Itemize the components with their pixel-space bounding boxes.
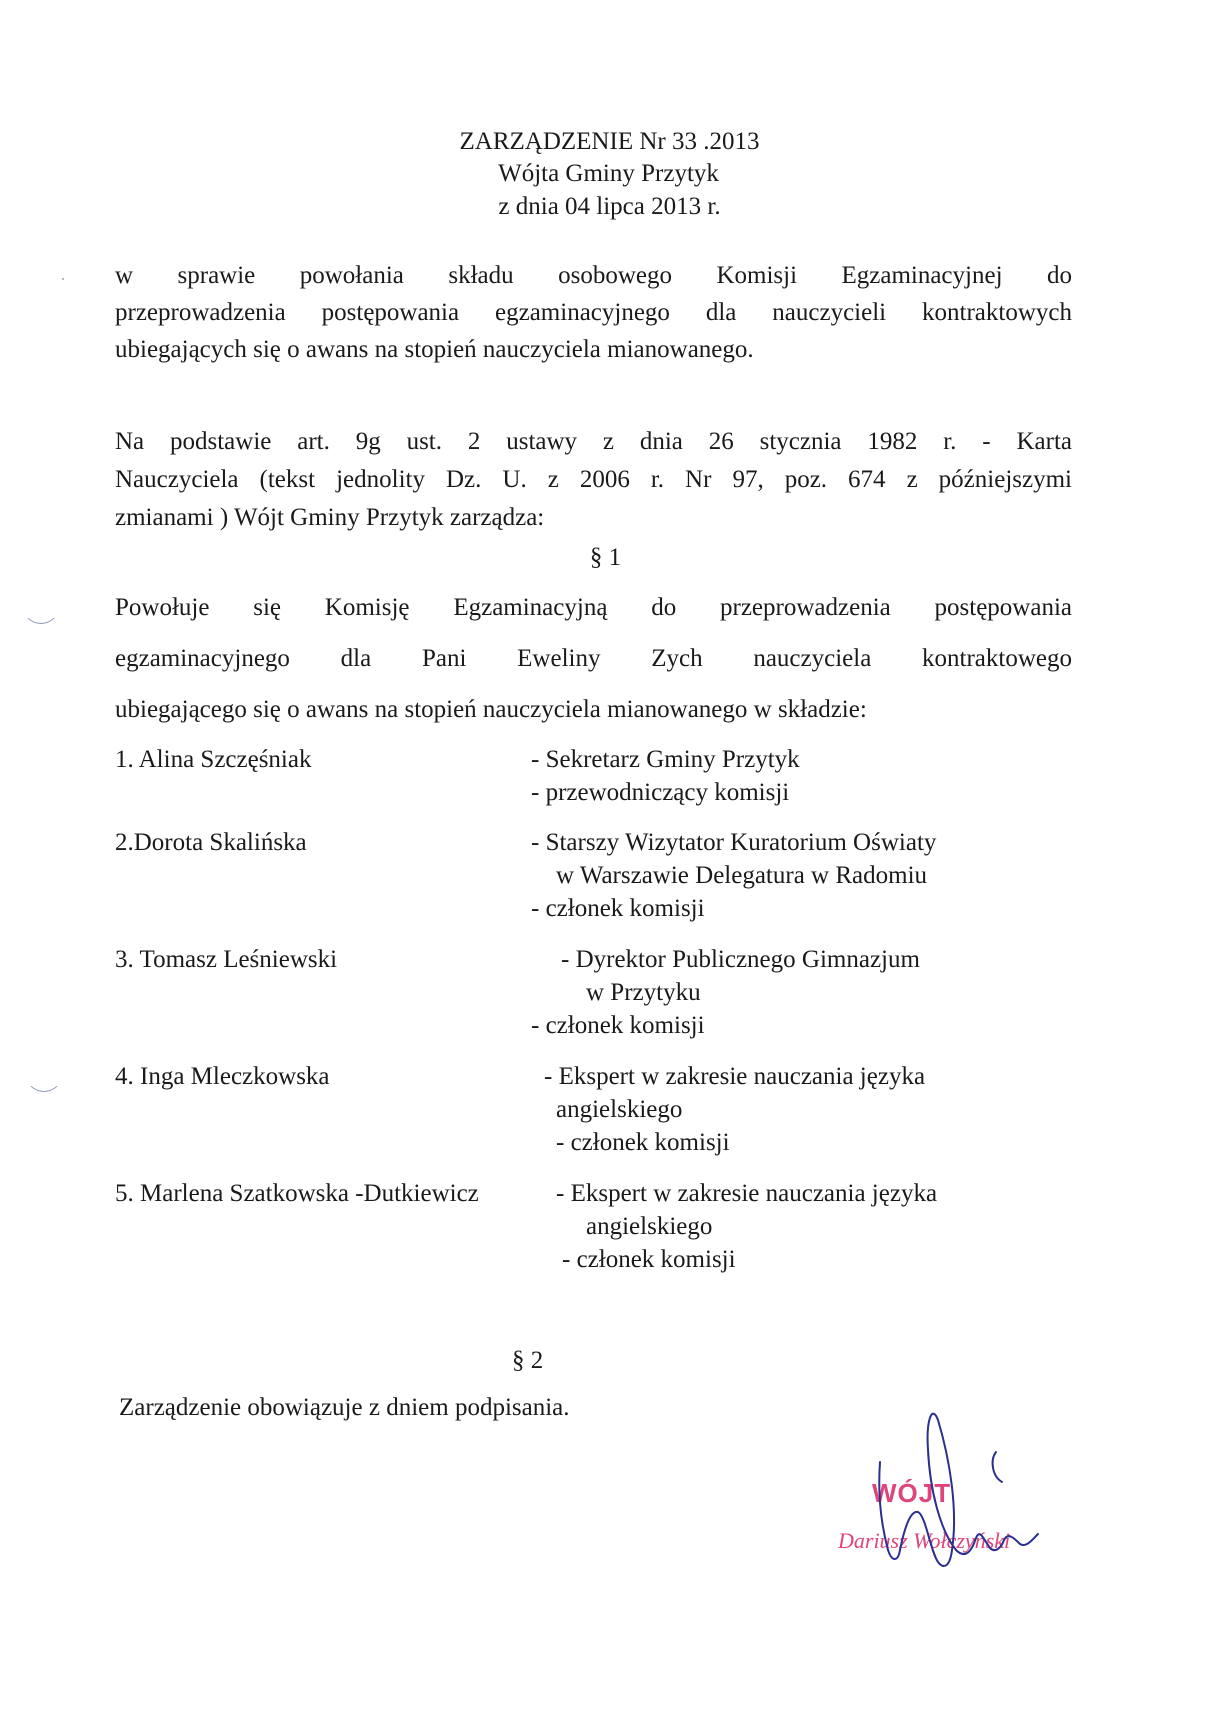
- section-2-heading: § 2: [512, 1347, 544, 1374]
- member-1-role-2: - przewodniczący komisji: [531, 779, 790, 806]
- legal-basis-line-3: zmianami ) Wójt Gminy Przytyk zarządza:: [115, 504, 545, 531]
- document-issuer: Wójta Gminy Przytyk: [498, 160, 719, 187]
- section-1-heading: § 1: [589, 544, 622, 571]
- member-4-role-3: - członek komisji: [556, 1129, 730, 1156]
- document-date: z dnia 04 lipca 2013 r.: [498, 193, 721, 220]
- member-2-name: 2.Dorota Skalińska: [115, 829, 307, 856]
- member-3-name: 3. Tomasz Leśniewski: [115, 946, 338, 973]
- punch-hole-bottom: [25, 1054, 63, 1092]
- document-title: ZARZĄDZENIE Nr 33 .2013: [459, 128, 760, 155]
- stamp-title: WÓJT: [872, 1478, 952, 1508]
- member-2-role-3: - członek komisji: [531, 895, 705, 922]
- member-2-role-2: w Warszawie Delegatura w Radomiu: [556, 862, 928, 889]
- member-2-role-1: - Starszy Wizytator Kuratorium Oświaty: [531, 829, 937, 856]
- member-4-role-2: angielskiego: [556, 1096, 683, 1123]
- member-5-role-3: - członek komisji: [562, 1246, 736, 1273]
- section-1-line-2: egzaminacyjnego dla Pani Eweliny Zych nauczyciela kontraktowego: [115, 645, 1072, 672]
- legal-basis-line-2: Nauczyciela (tekst jednolity Dz. U. z 2006 r. Nr 97, poz. 674 z późniejszymi: [115, 466, 1072, 493]
- member-5-name: 5. Marlena Szatkowska -Dutkiewicz: [115, 1180, 479, 1207]
- punch-hole-top: [22, 586, 60, 624]
- member-5-role-1: - Ekspert w zakresie nauczania języka: [556, 1180, 938, 1207]
- member-4-role-1: - Ekspert w zakresie nauczania języka: [544, 1063, 926, 1090]
- member-3-role-2: w Przytyku: [586, 979, 701, 1006]
- subject-line-1: w sprawie powołania składu osobowego Komisji Egzaminacyjnej do: [115, 262, 1072, 289]
- member-1-name: 1. Alina Szczęśniak: [115, 746, 312, 773]
- subject-line-2: przeprowadzenia postępowania egzaminacyjnego dla nauczycieli kontraktowych: [115, 299, 1072, 326]
- section-1-line-1: Powołuje się Komisję Egzaminacyjną do przeprowadzenia postępowania: [115, 594, 1072, 621]
- subject-line-3: ubiegających się o awans na stopień nauczyciela mianowanego.: [115, 336, 754, 363]
- signature-block: [820, 1400, 1080, 1600]
- member-4-name: 4. Inga Mleczkowska: [115, 1063, 330, 1090]
- stamp-name: Dariusz Wołczyński: [838, 1528, 1011, 1553]
- scan-speck: [62, 278, 64, 280]
- section-1-line-3: ubiegającego się o awans na stopień nauczyciela mianowanego w składzie:: [115, 696, 867, 723]
- legal-basis-line-1: Na podstawie art. 9g ust. 2 ustawy z dnia 26 stycznia 1982 r. - Karta: [115, 428, 1072, 455]
- member-1-role-1: - Sekretarz Gminy Przytyk: [531, 746, 800, 773]
- handwritten-signature-icon: [820, 1400, 1080, 1600]
- member-3-role-1: - Dyrektor Publicznego Gimnazjum: [561, 946, 920, 973]
- member-3-role-3: - członek komisji: [531, 1012, 705, 1039]
- member-5-role-2: angielskiego: [586, 1213, 713, 1240]
- section-2-text: Zarządzenie obowiązuje z dniem podpisania.: [119, 1394, 570, 1421]
